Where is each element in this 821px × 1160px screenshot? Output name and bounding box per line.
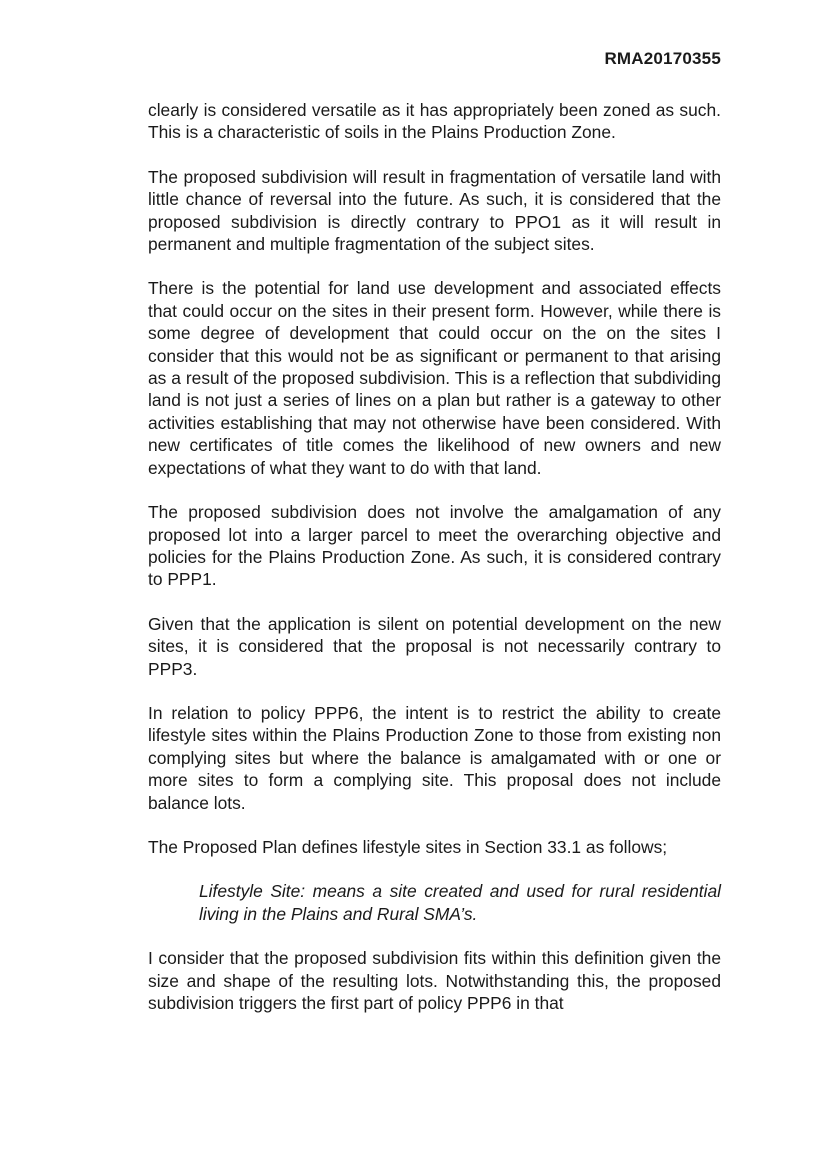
document-body <box>148 99 721 1036</box>
paragraph-land-use-development: There is the potential for land use development and associated effects that could occur on the sites in their present form. However, while there is some degree of development that could occur on the on the sites I consider that this would not be as significant or permanent to that arising as a result of the proposed subdivision. This is a reflection that subdividing land is not just a series of lines on a plan but rather is a gateway to other activities establishing that may not otherwise have been considered. With new certificates of title comes the likelihood of new owners and new expectations of what they want to do with that land. <box>148 278 721 478</box>
document-reference-number: RMA20170355 <box>604 49 721 68</box>
paragraph-conclusion: I consider that the proposed subdivision fits within this definition given the size and shape of the resulting lots. Notwithstanding this, the proposed subdivision triggers the first part of policy PPP6 in that <box>148 948 721 1013</box>
paragraph-ppp3: Given that the application is silent on potential development on the new sites, it is considered that the proposal is not necessarily contrary to PPP3. <box>148 613 721 679</box>
paragraph-fragmentation-ppo1: The proposed subdivision will result in fragmentation of versatile land with little chance of reversal into the future. As such, it is considered that the proposed subdivision is directly contrary to PPO1 as it will result in permanent and multiple fragmentation of the subject sites. <box>148 166 721 255</box>
paragraph-definition-intro: The Proposed Plan defines lifestyle sites in Section 33.1 as follows; <box>148 836 668 857</box>
paragraph-amalgamation-ppp1: The proposed subdivision does not involve the amalgamation of any proposed lot into a larger parcel to meet the overarching objective and policies for the Plains Production Zone. As such, it is considered contrary to PPP1. <box>148 502 721 590</box>
paragraph-ppp6: In relation to policy PPP6, the intent is to restrict the ability to create lifestyle sites within the Plains Production Zone to those from existing non complying sites but where the balance is amalgamated with or one or more sites to form a complying site. This proposal does not include balance lots. <box>148 702 721 813</box>
paragraph-versatile-soils: clearly is considered versatile as it has appropriately been zoned as such. This is a characteristic of soils in the Plains Production Zone. <box>148 100 721 143</box>
lifestyle-site-definition-quote: Lifestyle Site: means a site created and used for rural residential living in the Plains and Rural SMA’s. <box>199 881 721 924</box>
